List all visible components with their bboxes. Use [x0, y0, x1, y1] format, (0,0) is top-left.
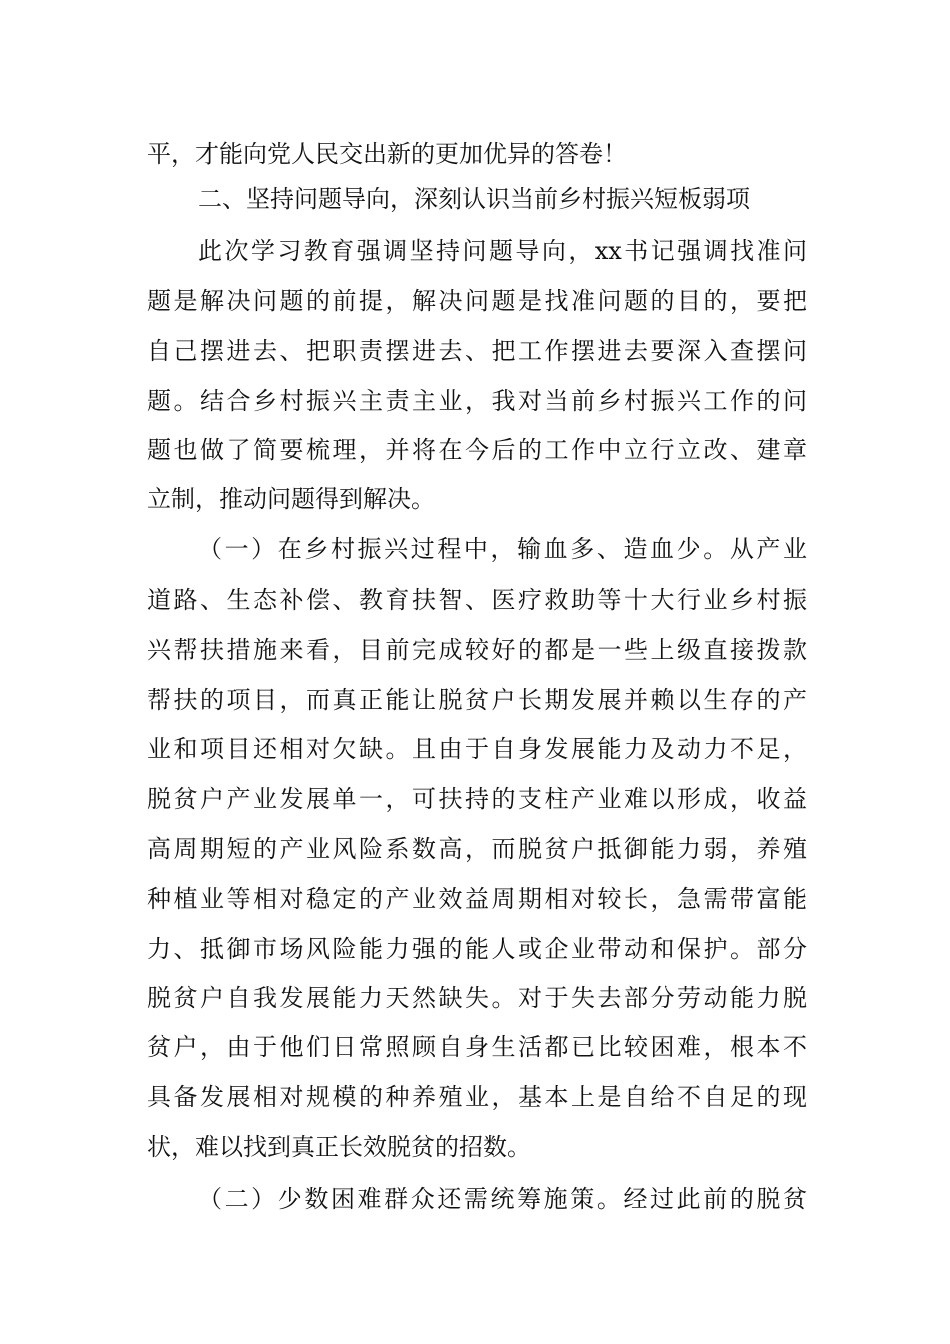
paragraph-2-line-7: 高周期短的产业风险系数高，而脱贫户抵御能力弱，养殖	[147, 835, 807, 863]
paragraph-2-line-2: 道路、生态补偿、教育扶智、医疗救助等十大行业乡村振	[147, 586, 807, 614]
paragraph-2-line-12: 具备发展相对规模的种养殖业，基本上是自给不自足的现	[147, 1083, 807, 1111]
paragraph-1-line-2: 题是解决问题的前提，解决问题是找准问题的目的，要把	[147, 287, 807, 315]
paragraph-2-line-4: 帮扶的项目，而真正能让脱贫户长期发展并赖以生存的产	[147, 686, 807, 714]
paragraph-2-line-3: 兴帮扶措施来看，目前完成较好的都是一些上级直接拨款	[147, 636, 807, 664]
paragraph-1-line-6: 立制，推动问题得到解决。	[147, 485, 435, 513]
paragraph-2-line-1: （一）在乡村振兴过程中，输血多、造血少。从产业	[198, 535, 807, 563]
text-line-continuation: 平，才能向党人民交出新的更加优异的答卷！	[147, 140, 627, 168]
paragraph-1-line-4: 题。结合乡村振兴主责主业，我对当前乡村振兴工作的问	[147, 387, 807, 415]
paragraph-2-line-8: 种植业等相对稳定的产业效益周期相对较长，急需带富能	[147, 885, 807, 913]
paragraph-1-line-3: 自己摆进去、把职责摆进去、把工作摆进去要深入查摆问	[147, 337, 807, 365]
paragraph-1-line-5: 题也做了简要梳理，并将在今后的工作中立行立改、建章	[147, 436, 807, 464]
paragraph-2-line-11: 贫户，由于他们日常照顾自身生活都已比较困难，根本不	[147, 1033, 807, 1061]
paragraph-2-line-10: 脱贫户自我发展能力天然缺失。对于失去部分劳动能力脱	[147, 984, 807, 1012]
paragraph-3-line-1: （二）少数困难群众还需统筹施策。经过此前的脱贫	[198, 1185, 807, 1213]
paragraph-2-line-13: 状，难以找到真正长效脱贫的招数。	[147, 1133, 531, 1161]
paragraph-2-line-5: 业和项目还相对欠缺。且由于自身发展能力及动力不足，	[147, 735, 807, 763]
section-heading: 二、坚持问题导向，深刻认识当前乡村振兴短板弱项	[198, 185, 750, 213]
paragraph-2-line-9: 力、抵御市场风险能力强的能人或企业带动和保护。部分	[147, 935, 807, 963]
paragraph-2-line-6: 脱贫户产业发展单一，可扶持的支柱产业难以形成，收益	[147, 785, 807, 813]
paragraph-1-line-1: 此次学习教育强调坚持问题导向，xx书记强调找准问	[198, 237, 807, 265]
